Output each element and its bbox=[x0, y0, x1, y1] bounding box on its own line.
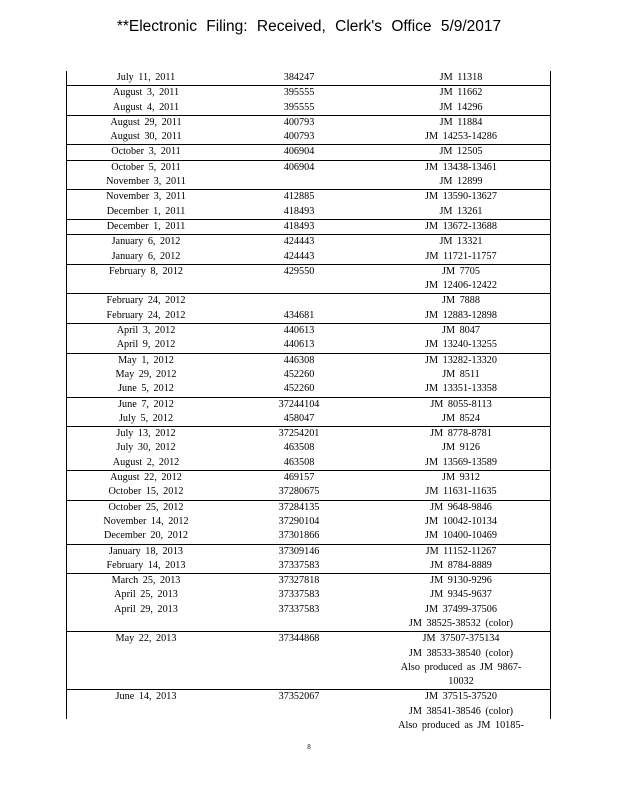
table-line bbox=[67, 515, 550, 529]
date-cell: May 22, 2013 bbox=[115, 633, 177, 645]
table-line bbox=[67, 412, 550, 426]
bates-number-cell: 395555 bbox=[283, 101, 315, 113]
bates-number-cell: 458047 bbox=[283, 412, 315, 424]
table-line bbox=[67, 220, 550, 234]
date-cell: February 8, 2012 bbox=[109, 265, 183, 277]
table-line bbox=[67, 309, 550, 323]
bates-number-cell: 418493 bbox=[283, 220, 315, 232]
date-cell bbox=[67, 719, 225, 733]
table-line bbox=[67, 588, 550, 602]
jm-range-cell: JM 11884 bbox=[439, 116, 483, 128]
table-line bbox=[67, 471, 550, 485]
jm-range-cell: JM 13240-13255 bbox=[425, 339, 497, 351]
table-row bbox=[67, 264, 550, 294]
date-cell: April 25, 2013 bbox=[114, 589, 178, 601]
date-cell: August 29, 2011 bbox=[110, 116, 182, 128]
table-row bbox=[67, 397, 550, 427]
table-line bbox=[67, 190, 550, 204]
jm-range-cell: JM 37507-375134 bbox=[422, 633, 500, 645]
table-line bbox=[67, 456, 550, 470]
jm-range-cell: JM 8511 bbox=[442, 368, 480, 380]
date-cell: November 14, 2012 bbox=[103, 515, 189, 527]
jm-range-cell: JM 12899 bbox=[439, 176, 483, 188]
table-line bbox=[67, 705, 550, 719]
date-cell: December 1, 2011 bbox=[106, 220, 186, 232]
table-line bbox=[67, 205, 550, 219]
date-cell bbox=[67, 279, 225, 293]
date-cell: May 1, 2012 bbox=[118, 354, 174, 366]
table-line bbox=[67, 545, 550, 559]
table-line bbox=[67, 145, 550, 159]
bates-number-cell: 37327818 bbox=[278, 575, 320, 587]
bates-number-cell: 37280675 bbox=[278, 486, 320, 498]
jm-range-cell: JM 7705 bbox=[442, 265, 480, 277]
jm-range-cell: JM 9312 bbox=[442, 472, 480, 484]
bates-number-cell: 446308 bbox=[283, 354, 315, 366]
jm-range-cell: JM 11152-11267 bbox=[425, 545, 497, 557]
bates-number-cell: 406904 bbox=[283, 146, 315, 158]
table-line bbox=[67, 161, 550, 175]
date-cell: February 14, 2013 bbox=[106, 559, 186, 571]
jm-range-cell: JM 13351-13358 bbox=[425, 383, 497, 395]
table-line bbox=[67, 427, 550, 441]
date-cell: November 3, 2011 bbox=[106, 176, 186, 188]
jm-range-cell: Also produced as JM 9867- bbox=[400, 661, 522, 673]
date-cell: October 3, 2011 bbox=[111, 146, 181, 158]
table-line bbox=[67, 354, 550, 368]
bates-number-cell bbox=[225, 719, 373, 733]
date-cell: December 20, 2012 bbox=[103, 530, 189, 542]
date-cell: October 5, 2011 bbox=[111, 161, 181, 173]
bates-number-cell: 429550 bbox=[283, 265, 315, 277]
table-line bbox=[67, 675, 550, 689]
date-cell: August 2, 2012 bbox=[112, 456, 180, 468]
jm-range-cell: JM 9130-9296 bbox=[430, 575, 492, 587]
bates-number-cell: 37337583 bbox=[278, 603, 320, 615]
table-line bbox=[67, 617, 550, 631]
jm-range-cell: JM 13569-13589 bbox=[425, 456, 497, 468]
date-cell: August 3, 2011 bbox=[112, 87, 180, 99]
table-line bbox=[67, 603, 550, 617]
table-line bbox=[67, 574, 550, 588]
table-line bbox=[67, 130, 550, 144]
table-line bbox=[67, 398, 550, 412]
date-cell: February 24, 2012 bbox=[106, 309, 186, 321]
bates-number-cell: 452260 bbox=[283, 368, 315, 380]
table-row bbox=[67, 234, 550, 264]
date-cell: August 30, 2011 bbox=[110, 131, 182, 143]
date-cell: June 5, 2012 bbox=[118, 383, 174, 395]
bates-number-cell: 406904 bbox=[283, 161, 315, 173]
table-line bbox=[67, 632, 550, 646]
table-row bbox=[67, 115, 550, 145]
table-line bbox=[67, 265, 550, 279]
table-line bbox=[67, 235, 550, 249]
bates-number-cell: 424443 bbox=[283, 250, 315, 262]
jm-range-cell: JM 9648-9846 bbox=[430, 501, 492, 513]
bates-number-cell: 440613 bbox=[283, 339, 315, 351]
jm-range-cell: JM 8047 bbox=[442, 325, 480, 337]
date-cell: January 6, 2012 bbox=[111, 250, 181, 262]
table-line bbox=[67, 382, 550, 396]
bates-number-cell: 400793 bbox=[283, 131, 315, 143]
bates-number-cell: 440613 bbox=[283, 325, 315, 337]
bates-number-cell bbox=[225, 279, 373, 293]
table-line bbox=[67, 86, 550, 100]
table-row bbox=[67, 689, 550, 733]
table-row bbox=[67, 71, 550, 85]
jm-range-cell: JM 9126 bbox=[442, 442, 480, 454]
table-row bbox=[67, 500, 550, 544]
table-line bbox=[67, 101, 550, 115]
bates-number-cell: 424443 bbox=[283, 236, 315, 248]
date-cell: July 13, 2012 bbox=[116, 428, 176, 440]
table-line bbox=[67, 175, 550, 189]
table-line bbox=[67, 690, 550, 704]
bates-number-cell: 37344868 bbox=[278, 633, 320, 645]
jm-range-cell: JM 11662 bbox=[439, 87, 483, 99]
bates-number-cell bbox=[225, 294, 373, 308]
table-line bbox=[67, 485, 550, 499]
date-cell: July 11, 2011 bbox=[116, 72, 176, 83]
date-cell: June 7, 2012 bbox=[118, 398, 174, 410]
date-cell bbox=[67, 705, 225, 719]
jm-range-cell: JM 9345-9637 bbox=[430, 589, 492, 601]
table-line bbox=[67, 279, 550, 293]
table-row bbox=[67, 353, 550, 397]
jm-range-cell: JM 37499-37506 bbox=[425, 603, 497, 615]
jm-range-cell: JM 14296 bbox=[439, 101, 483, 113]
jm-range-cell: JM 37515-37520 bbox=[425, 691, 497, 703]
jm-range-cell: JM 11318 bbox=[439, 72, 483, 83]
table-line bbox=[67, 294, 550, 308]
bates-number-cell: 463508 bbox=[283, 442, 315, 454]
jm-range-cell: JM 38525-38532 (color) bbox=[408, 617, 514, 629]
jm-range-cell: JM 13261 bbox=[439, 205, 483, 217]
date-cell: August 4, 2011 bbox=[112, 101, 180, 113]
jm-range-cell: JM 11721-11757 bbox=[425, 250, 497, 262]
table-line bbox=[67, 661, 550, 675]
date-cell: January 6, 2012 bbox=[111, 236, 181, 248]
jm-range-cell: JM 10400-10469 bbox=[425, 530, 497, 542]
jm-range-cell: JM 13321 bbox=[439, 236, 483, 248]
date-cell: December 1, 2011 bbox=[106, 205, 186, 217]
bates-number-cell: 37337583 bbox=[278, 559, 320, 571]
table-row bbox=[67, 470, 550, 500]
table-row bbox=[67, 144, 550, 159]
table-row bbox=[67, 631, 550, 689]
table-line bbox=[67, 250, 550, 264]
date-cell: April 3, 2012 bbox=[116, 325, 176, 337]
bates-number-cell: 37301866 bbox=[278, 530, 320, 542]
table-line bbox=[67, 441, 550, 455]
date-cell: October 15, 2012 bbox=[108, 486, 184, 498]
jm-range-cell: JM 7888 bbox=[442, 295, 480, 307]
jm-range-cell: JM 12406-12422 bbox=[425, 280, 497, 292]
bates-number-cell: 418493 bbox=[283, 205, 315, 217]
table-row bbox=[67, 189, 550, 219]
bates-number-cell: 37309146 bbox=[278, 545, 320, 557]
date-cell: October 25, 2012 bbox=[108, 501, 184, 513]
date-cell: August 22, 2012 bbox=[110, 472, 182, 484]
table-line bbox=[67, 324, 550, 338]
table-line bbox=[67, 719, 550, 733]
jm-range-cell: JM 13282-13320 bbox=[425, 354, 497, 366]
jm-range-cell: JM 12505 bbox=[439, 146, 483, 158]
jm-range-cell: Also produced as JM 10185- bbox=[398, 720, 524, 732]
date-cell: April 29, 2013 bbox=[114, 603, 178, 615]
page-number: 8 bbox=[307, 743, 311, 751]
bates-number-cell: 400793 bbox=[283, 116, 315, 128]
jm-range-cell: 10032 bbox=[448, 676, 474, 688]
jm-range-cell: JM 14253-14286 bbox=[425, 131, 497, 143]
bates-number-cell: 463508 bbox=[283, 456, 315, 468]
production-table bbox=[66, 71, 551, 732]
table-row bbox=[67, 323, 550, 353]
table-row bbox=[67, 544, 550, 574]
jm-range-cell: JM 8524 bbox=[442, 412, 480, 424]
date-cell: June 14, 2013 bbox=[115, 691, 177, 703]
jm-range-cell: JM 11631-11635 bbox=[425, 486, 497, 498]
bates-number-cell: 37352067 bbox=[278, 691, 320, 703]
jm-range-cell: JM 8784-8889 bbox=[430, 559, 492, 571]
bates-number-cell: 395555 bbox=[283, 87, 315, 99]
bates-number-cell bbox=[225, 675, 373, 689]
bates-number-cell: 452260 bbox=[283, 383, 315, 395]
jm-range-cell: JM 13438-13461 bbox=[425, 161, 497, 173]
bates-number-cell bbox=[225, 647, 373, 661]
date-cell: May 29, 2012 bbox=[115, 368, 177, 380]
bates-number-cell: 434681 bbox=[283, 309, 315, 321]
bates-number-cell: 37244104 bbox=[278, 398, 320, 410]
table-line bbox=[67, 529, 550, 543]
date-cell: April 9, 2012 bbox=[116, 339, 176, 351]
date-cell bbox=[67, 675, 225, 689]
table-row bbox=[67, 293, 550, 323]
bates-number-cell: 384247 bbox=[283, 72, 315, 83]
date-cell: January 18, 2013 bbox=[109, 545, 183, 557]
jm-range-cell: JM 13590-13627 bbox=[425, 191, 497, 203]
bates-number-cell: 37254201 bbox=[278, 428, 320, 440]
jm-range-cell: JM 38541-38546 (color) bbox=[408, 705, 514, 717]
jm-range-cell: JM 38533-38540 (color) bbox=[408, 647, 514, 659]
table-line bbox=[67, 71, 550, 85]
date-cell: March 25, 2013 bbox=[111, 575, 181, 587]
bates-number-cell bbox=[225, 175, 373, 189]
table-row bbox=[67, 160, 550, 190]
bates-number-cell: 37290104 bbox=[278, 515, 320, 527]
date-cell: November 3, 2011 bbox=[106, 191, 186, 203]
date-cell: February 24, 2012 bbox=[106, 295, 186, 307]
table-line bbox=[67, 501, 550, 515]
table-row bbox=[67, 573, 550, 631]
date-cell bbox=[67, 647, 225, 661]
table-row bbox=[67, 426, 550, 470]
jm-range-cell: JM 8778-8781 bbox=[430, 428, 492, 440]
table-line bbox=[67, 368, 550, 382]
bates-number-cell: 412885 bbox=[283, 191, 315, 203]
bates-number-cell: 37337583 bbox=[278, 589, 320, 601]
date-cell: July 5, 2012 bbox=[118, 412, 174, 424]
table-line bbox=[67, 559, 550, 573]
filing-header: **Electronic Filing: Received, Clerk's Office 5/9/2017 bbox=[116, 18, 502, 35]
bates-number-cell bbox=[225, 617, 373, 631]
table-line bbox=[67, 338, 550, 352]
date-cell: July 30, 2012 bbox=[116, 442, 176, 454]
bates-number-cell bbox=[225, 661, 373, 675]
table-line bbox=[67, 647, 550, 661]
bates-number-cell bbox=[225, 705, 373, 719]
jm-range-cell: JM 8055-8113 bbox=[430, 398, 492, 410]
table-row bbox=[67, 219, 550, 234]
bates-number-cell: 469157 bbox=[283, 472, 315, 484]
table-line bbox=[67, 116, 550, 130]
table-row bbox=[67, 85, 550, 115]
jm-range-cell: JM 10042-10134 bbox=[425, 515, 497, 527]
jm-range-cell: JM 13672-13688 bbox=[425, 220, 497, 232]
jm-range-cell: JM 12883-12898 bbox=[425, 309, 497, 321]
bates-number-cell: 37284135 bbox=[278, 501, 320, 513]
date-cell bbox=[67, 661, 225, 675]
date-cell bbox=[67, 617, 225, 631]
